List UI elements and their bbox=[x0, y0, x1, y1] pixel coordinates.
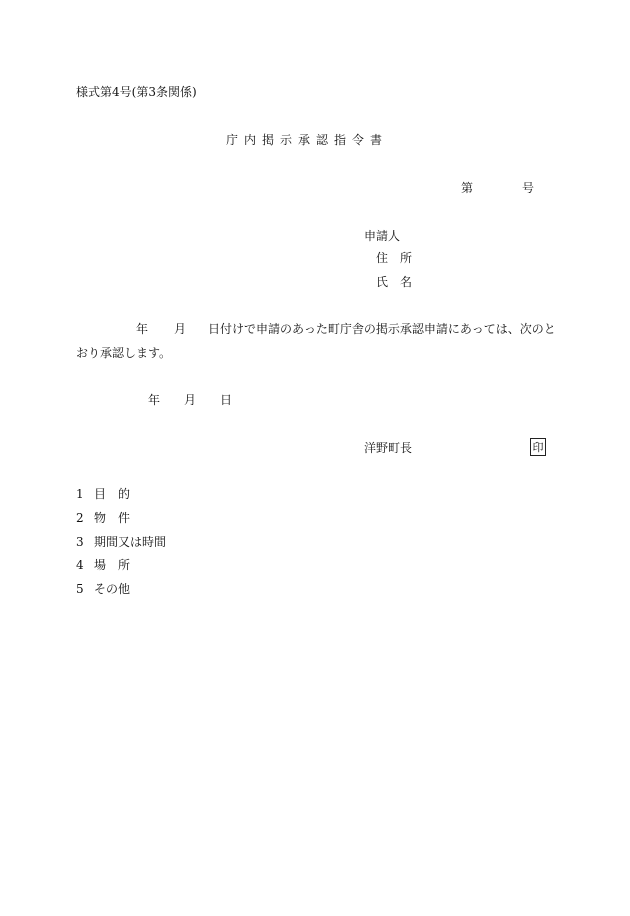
list-item: 5 その他 bbox=[76, 582, 131, 596]
item-label: 物件 bbox=[94, 511, 143, 525]
body-text: 日付けで申請のあった町庁舎の掲示承認申請にあっては、次のと bbox=[208, 322, 556, 336]
applicant-address-label: 住所 bbox=[376, 251, 425, 265]
body-month: 月 bbox=[174, 322, 187, 336]
list-item: 3 期間又は時間 bbox=[76, 535, 167, 549]
item-label: 目的 bbox=[94, 487, 143, 501]
issue-year: 年 bbox=[148, 393, 161, 407]
applicant-name-label: 氏名 bbox=[376, 275, 425, 289]
list-item: 2 物件 bbox=[76, 511, 143, 525]
body-text-line1 bbox=[136, 323, 556, 335]
seal-box: 印 bbox=[530, 438, 546, 456]
document-title: 庁内掲示承認指令書 bbox=[226, 133, 389, 147]
issue-month: 月 bbox=[184, 393, 197, 407]
form-number-label: 様式第4号(第3条関係) bbox=[76, 85, 197, 99]
issue-date bbox=[148, 394, 232, 406]
issuer-title: 洋野町長 bbox=[364, 441, 413, 455]
item-label: 期間又は時間 bbox=[94, 535, 167, 549]
item-label: その他 bbox=[94, 582, 131, 596]
list-item: 4 場所 bbox=[76, 558, 143, 572]
item-label: 場所 bbox=[94, 558, 143, 572]
issue-day: 日 bbox=[220, 393, 233, 407]
document-number-suffix: 号 bbox=[522, 181, 535, 195]
applicant-label: 申請人 bbox=[364, 229, 401, 243]
document-number-prefix: 第 bbox=[461, 181, 474, 195]
list-item: 1 目的 bbox=[76, 487, 143, 501]
body-year: 年 bbox=[136, 322, 149, 336]
body-text-line2: おり承認します。 bbox=[76, 346, 172, 360]
